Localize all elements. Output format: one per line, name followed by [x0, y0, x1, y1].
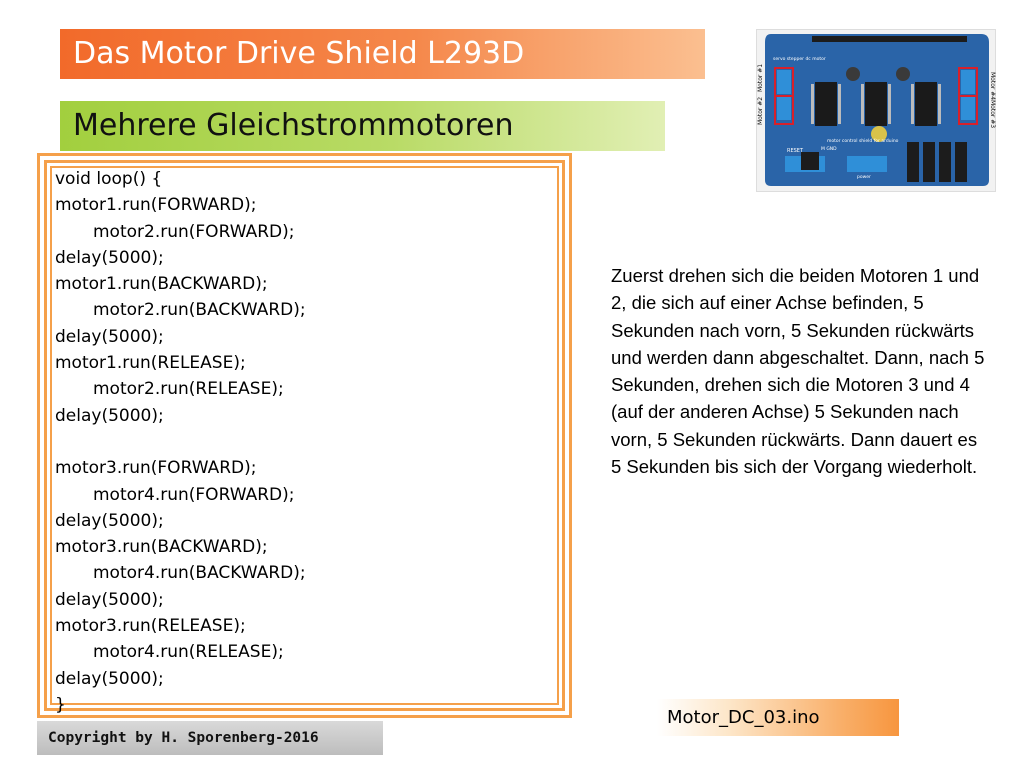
motor-shield-photo	[756, 29, 996, 192]
reset-label: RESET	[787, 148, 804, 154]
motor-right-2-label: Motor #3	[989, 100, 996, 129]
description-text: Zuerst drehen sich die beiden Motoren 1 und 2, die sich auf einer Achse befinden, 5 Sekunden nach vorn, 5 Sekunden rückwärts und werden dann abgeschaltet. Dann, nach 5 Sekunden, drehen sich die Motoren 3 und 4 (auf der anderen Achse) 5 Sekunden nach vorn, 5 Sekunden rückwärts. Dann dauert es 5 Sekunden bis sich der Vorgang wiederholt.	[611, 265, 985, 478]
motor-left-2-label: Motor #2	[757, 96, 764, 125]
code-line: motor2.run(RELEASE);	[93, 379, 284, 400]
code-line: motor3.run(FORWARD);	[55, 458, 257, 479]
code-line: delay(5000);	[55, 668, 164, 689]
slide-title: Das Motor Drive Shield L293D	[60, 29, 705, 79]
copyright-label: Copyright by H. Sporenberg-2016	[37, 721, 383, 755]
code-line: motor4.run(FORWARD);	[93, 484, 295, 505]
code-line: motor3.run(BACKWARD);	[55, 537, 268, 558]
slide-subtitle: Mehrere Gleichstrommotoren	[60, 101, 665, 151]
code-line: motor1.run(RELEASE);	[55, 353, 246, 374]
code-block	[55, 166, 535, 718]
motor-left-1-label: Motor #1	[757, 63, 764, 92]
code-line: delay(5000);	[55, 247, 164, 268]
filename-label: Motor_DC_03.ino	[657, 699, 899, 736]
power-label: power	[857, 175, 871, 180]
gnd-label: M GND	[821, 147, 837, 152]
motor-shield-illustration	[757, 30, 995, 191]
code-line: motor2.run(FORWARD);	[93, 221, 295, 242]
code-line: delay(5000);	[55, 510, 164, 531]
code-line: motor4.run(RELEASE);	[93, 642, 284, 663]
motor-right-1-label: Motor #4	[989, 72, 996, 101]
code-line: motor1.run(FORWARD);	[55, 195, 257, 216]
code-line: }	[55, 694, 66, 715]
code-line: delay(5000);	[55, 326, 164, 347]
code-line: motor2.run(BACKWARD);	[93, 300, 306, 321]
code-line: motor3.run(RELEASE);	[55, 616, 246, 637]
code-line: motor1.run(BACKWARD);	[55, 274, 268, 295]
servo-label: servo stepper dc motor	[773, 57, 826, 62]
code-line	[55, 429, 535, 455]
code-line: void loop() {	[55, 169, 163, 189]
code-line: delay(5000);	[55, 405, 164, 426]
shield-label: motor control shield for arduino	[827, 139, 899, 144]
code-line: motor4.run(BACKWARD);	[93, 563, 306, 584]
code-line: delay(5000);	[55, 589, 164, 610]
